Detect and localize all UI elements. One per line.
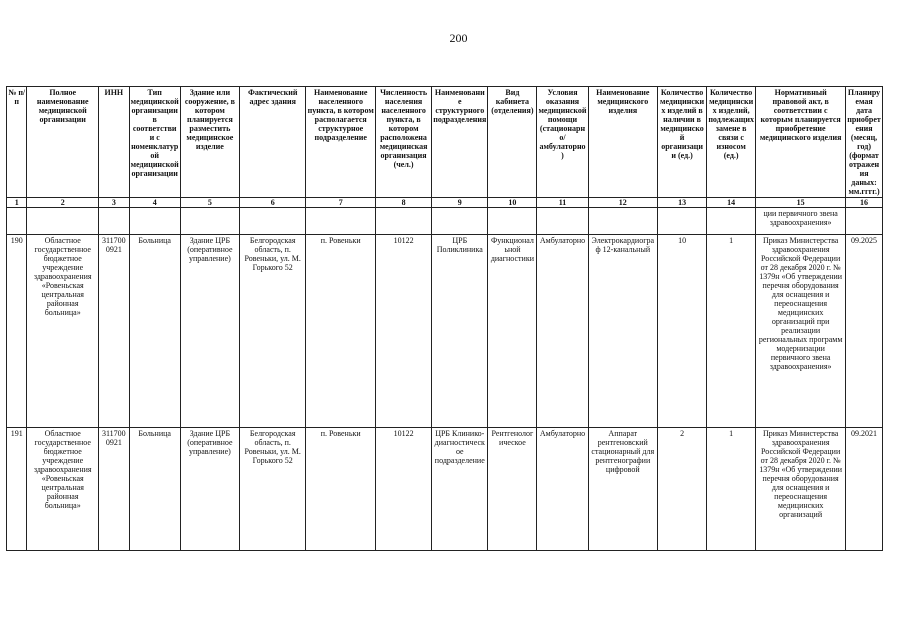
- conditions-cell: Амбулаторно: [537, 235, 588, 428]
- row-number: 191: [7, 428, 27, 551]
- column-number: 11: [537, 198, 588, 208]
- equipment-table: [6, 86, 883, 551]
- header-cell: Наименование структурного подразделения: [432, 87, 488, 198]
- header-cell: Планируемая дата приобретения (месяц, год) (формат отражения даных: мм.гггг.): [847, 88, 881, 196]
- column-number: 9: [432, 198, 488, 208]
- type-cell: Больница: [129, 235, 180, 428]
- conditions-cell: Амбулаторно: [537, 428, 588, 551]
- act-cell: Приказ Министерства здравоохранения Российской Федерации от 28 декабря 2020 г. № 1379н «Об утверждении перечня оборудования для оснащения и переоснащения медицинских организаций: [756, 428, 846, 551]
- address-cell: Белгородская область, п. Ровеньки, ул. М. Горького 52: [240, 428, 306, 551]
- column-number: 12: [588, 198, 658, 208]
- act-cell: Приказ Министерства здравоохранения Российской Федерации от 28 декабря 2020 г. № 1379н «Об утверждении перечня оборудования для оснащения и переоснащения медицинских организаций при реализации региональных программ модернизации первичного звена здравоохранения»: [756, 235, 846, 428]
- column-number: 14: [707, 198, 756, 208]
- column-number: 10: [488, 198, 537, 208]
- cabinet-cell: Функциональной диагностики: [488, 235, 537, 428]
- header-cell: Количество медицинских изделий, подлежащих замене в связи с износом (ед.): [707, 87, 756, 198]
- unit-cell: ЦРБ Поликлиника: [432, 235, 488, 428]
- building-cell: Здание ЦРБ (оперативное управление): [180, 428, 239, 551]
- qty-replace-cell: 1: [707, 428, 756, 551]
- qty-replace-cell: 1: [707, 235, 756, 428]
- population-cell: 10122: [375, 428, 431, 551]
- qty-have-cell: 2: [658, 428, 707, 551]
- header-row: [7, 87, 883, 198]
- header-cell: Фактический адрес здания: [240, 87, 306, 198]
- column-number: 1: [7, 198, 27, 208]
- date-cell: 09.2021: [846, 428, 883, 551]
- header-cell: Здание или сооружение, в котором планируется разместить медицинское изделие: [180, 87, 239, 198]
- qty-have-cell: 10: [658, 235, 707, 428]
- row-number: 190: [7, 235, 27, 428]
- population-cell: 10122: [375, 235, 431, 428]
- page-number: 200: [449, 31, 468, 45]
- continuation-cell: ции первичного звена здравоохранения»: [756, 208, 846, 235]
- column-number: 8: [375, 198, 431, 208]
- locality-cell: п. Ровеньки: [306, 235, 376, 428]
- column-number-row: [7, 198, 883, 208]
- device-cell: Аппарат рентгеновский стационарный для рентгенографии цифровой: [588, 428, 658, 551]
- column-number: 16: [846, 198, 883, 208]
- column-number: 3: [98, 198, 129, 208]
- organization-cell: Областное государственное бюджетное учреждение здравоохранения «Ровеньская центральная районная больница»: [27, 428, 99, 551]
- building-cell: Здание ЦРБ (оперативное управление): [180, 235, 239, 428]
- column-number: 4: [129, 198, 180, 208]
- header-cell: Наименование населенного пункта, в котором располагается структурное подразделение: [306, 87, 376, 198]
- column-number: 7: [306, 198, 376, 208]
- column-number: 13: [658, 198, 707, 208]
- column-number: 6: [240, 198, 306, 208]
- header-cell: Тип медицинской организации в соответствии с номенклатурой медицинской организации: [129, 87, 180, 198]
- cabinet-cell: Рентгенологическое: [488, 428, 537, 551]
- device-cell: Электрокардиограф 12-канальный: [588, 235, 658, 428]
- header-cell: Полное наименование медицинской организации: [27, 87, 99, 198]
- column-number: 2: [27, 198, 99, 208]
- inn-cell: 3117000921: [98, 235, 129, 428]
- header-cell: ИНН: [98, 87, 129, 198]
- continuation-row: [7, 208, 883, 235]
- header-cell: Численность населения населенного пункта, в котором расположена медицинская организация (чел.): [375, 87, 431, 198]
- header-cell: Нормативный правовой акт, в соответствии с которым планируется приобретение медицинского изделия: [756, 87, 846, 198]
- table-row: [7, 235, 883, 428]
- unit-cell: ЦРБ Клинико-диагностическое подразделение: [432, 428, 488, 551]
- table-row: [7, 428, 883, 551]
- type-cell: Больница: [129, 428, 180, 551]
- header-cell: Вид кабинета (отделения): [488, 87, 537, 198]
- header-cell: Количество медицинских изделий в наличии в медицинской организации (ед.): [658, 87, 707, 198]
- inn-cell: 3117000921: [98, 428, 129, 551]
- header-cell: Условия оказания медицинской помощи (стационарно/ амбулаторно): [537, 87, 588, 198]
- column-number: 5: [180, 198, 239, 208]
- header-cell: № п/п: [7, 87, 27, 198]
- locality-cell: п. Ровеньки: [306, 428, 376, 551]
- date-cell: 09.2025: [846, 235, 883, 428]
- organization-cell: Областное государственное бюджетное учреждение здравоохранения «Ровеньская центральная районная больница»: [27, 235, 99, 428]
- address-cell: Белгородская область, п. Ровеньки, ул. М. Горького 52: [240, 235, 306, 428]
- header-cell: Наименование медицинского изделия: [588, 87, 658, 198]
- column-number: 15: [756, 198, 846, 208]
